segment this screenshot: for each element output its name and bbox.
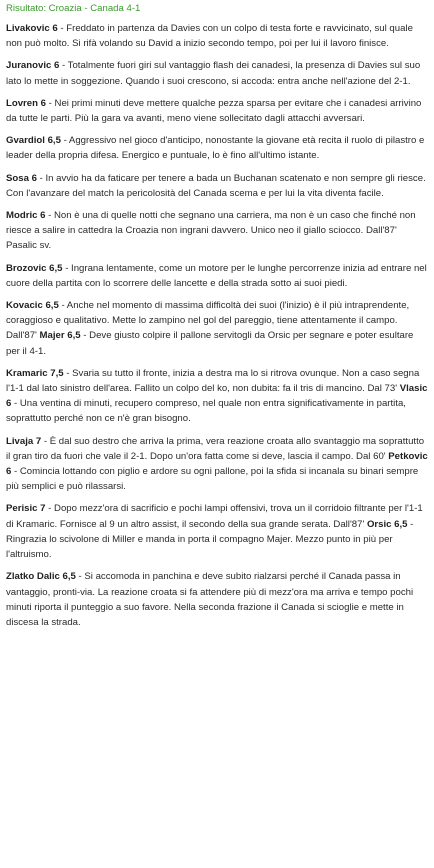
player-rating-entry: [6, 96, 428, 126]
player-comment: - Freddato in partenza da Davies con un colpo di testa forte e ravvicinato, sul quale non può molto. Si rifà volando su David a inizio secondo tempo, poi per lui il lavoro finisce.: [6, 23, 413, 50]
player-rating-entry: [6, 569, 428, 630]
match-result: Risultato: Croazia - Canada 4-1: [6, 3, 141, 14]
player-comment: - Comincia lottando con piglio e ardore su ogni pallone, poi la sfida si incanala su binari sempre più semplici e può rilassarsi.: [6, 466, 419, 493]
player-comment: - Non è una di quelle notti che segnano una carriera, ma non è un caso che finché non riesce a salire in cattedra la Croazia non ingrani davvero. Unico neo il giallo sciocco. Dall'87' Pasalic sv.: [6, 210, 416, 252]
player-ratings-list: [6, 21, 428, 630]
player-name-rating: Majer 6,5: [39, 330, 81, 342]
player-comment: - Ingrana lentamente, come un motore per le lunghe percorrenze inizia ad entrare nel cuore della partita con lo scorrere delle lancette e della strada sotto ai suoi piedi.: [6, 262, 427, 289]
player-rating-entry: [6, 208, 428, 254]
player-name-rating: Vlasic 6: [6, 383, 428, 410]
player-rating-entry: [6, 434, 428, 495]
player-rating-entry: [6, 501, 428, 562]
player-comment: - Aggressivo nel gioco d'anticipo, nonostante la giovane età recita il ruolo di pilastro e leader della propria difesa. Energico e puntuale, lo è fino all'ultimo istante.: [6, 135, 425, 162]
player-comment: - Una ventina di minuti, recupero compreso, nel quale non entra significativamente in partita, soprattutto perché non ce n'è gran bisogno.: [6, 398, 406, 425]
player-comment: - Svaria su tutto il fronte, inizia a destra ma lo si ritrova ovunque. Non a caso segna l'1-1 dal lato sinistro dell'area. Fallito un colpo del ko, non dubita: fa il tris di mancino. Dal 73': [6, 367, 420, 395]
player-name-rating: Juranovic 6: [6, 60, 60, 72]
player-comment: - In avvio ha da faticare per tenere a bada un Buchanan scatenato e non sempre gli riesce. Con l'avanzare del match la pericolosità del Canada scema e per lui la vita diventa facile.: [6, 172, 426, 199]
player-name-rating: Petkovic 6: [6, 450, 428, 478]
player-name-rating: Sosa 6: [6, 172, 37, 184]
player-name-rating: Brozovic 6,5: [6, 262, 63, 274]
player-name-rating: Kovacic 6,5: [6, 300, 59, 312]
player-name-rating: Orsic 6,5: [366, 518, 408, 530]
player-rating-entry: [6, 58, 428, 88]
player-name-rating: Livakovic 6: [6, 23, 58, 34]
player-rating-entry: [6, 171, 428, 201]
player-comment: - Deve giusto colpire il pallone servitogli da Orsic per segnare e poter esultare per il 4-1.: [6, 330, 414, 357]
player-comment: - È dal suo destro che arriva la prima, vera reazione croata allo svantaggio ma soprattutto il gran tiro da fuori che vale il 2-1. Dopo un'ora fatta come si deve, lascia il campo. Dal 60': [6, 435, 425, 462]
player-rating-entry: [6, 21, 428, 51]
player-comment: - Nei primi minuti deve mettere qualche pezza sparsa per evitare che i canadesi arrivino da tutte le parti. Più la gara va avanti, meno viene sollecitato dagli attacchi avversari.: [6, 97, 422, 125]
player-comment: - Si accomoda in panchina e deve subito rialzarsi perché il Canada passa in vantaggio, pronti-via. La reazione croata si fa attendere più di mezz'ora ma arriva e tempo pochi minuti riporta il punteggio a suo favore. Nella seconda frazione il Canada si scioglie e mette in discesa la strada.: [6, 571, 414, 628]
player-name-rating: Kramaric 7,5: [6, 367, 64, 379]
player-comment: - Totalmente fuori giri sul vantaggio flash dei canadesi, la presenza di Davies sul suo lato lo mette in soggezione. Quando i suoi crescono, si accoda: entra anche nell'azione del 2-1.: [6, 60, 421, 87]
player-name-rating: Livaja 7: [6, 435, 42, 447]
player-comment: - Ringrazia lo scivolone di Miller e manda in porta il compagno Majer. Mezzo punto in più per l'altruismo.: [6, 518, 414, 561]
player-rating-entry: [6, 366, 428, 427]
player-name-rating: Gvardiol 6,5: [6, 135, 61, 147]
player-comment: - Anche nel momento di massima difficoltà dei suoi (l'inizio) è il più intraprendente, coraggioso e qualitativo. Mette lo zampino nel gol del pareggio, tiene attentamente il campo. Dall'87': [6, 300, 410, 342]
player-name-rating: Perisic 7: [6, 503, 46, 515]
player-comment: - Dopo mezz'ora di sacrificio e pochi lampi offensivi, trova un il corridoio filtrante per l'1-1 di Kramaric. Fornisce al 9 un altro assist, il secondo della sua grande serata. Dall'87': [6, 503, 423, 530]
player-rating-entry: [6, 261, 428, 291]
player-name-rating: Lovren 6: [6, 97, 46, 109]
player-rating-entry: [6, 133, 428, 163]
player-name-rating: Zlatko Dalic 6,5: [6, 571, 76, 583]
player-rating-entry: [6, 298, 428, 359]
player-name-rating: Modric 6: [6, 210, 46, 222]
